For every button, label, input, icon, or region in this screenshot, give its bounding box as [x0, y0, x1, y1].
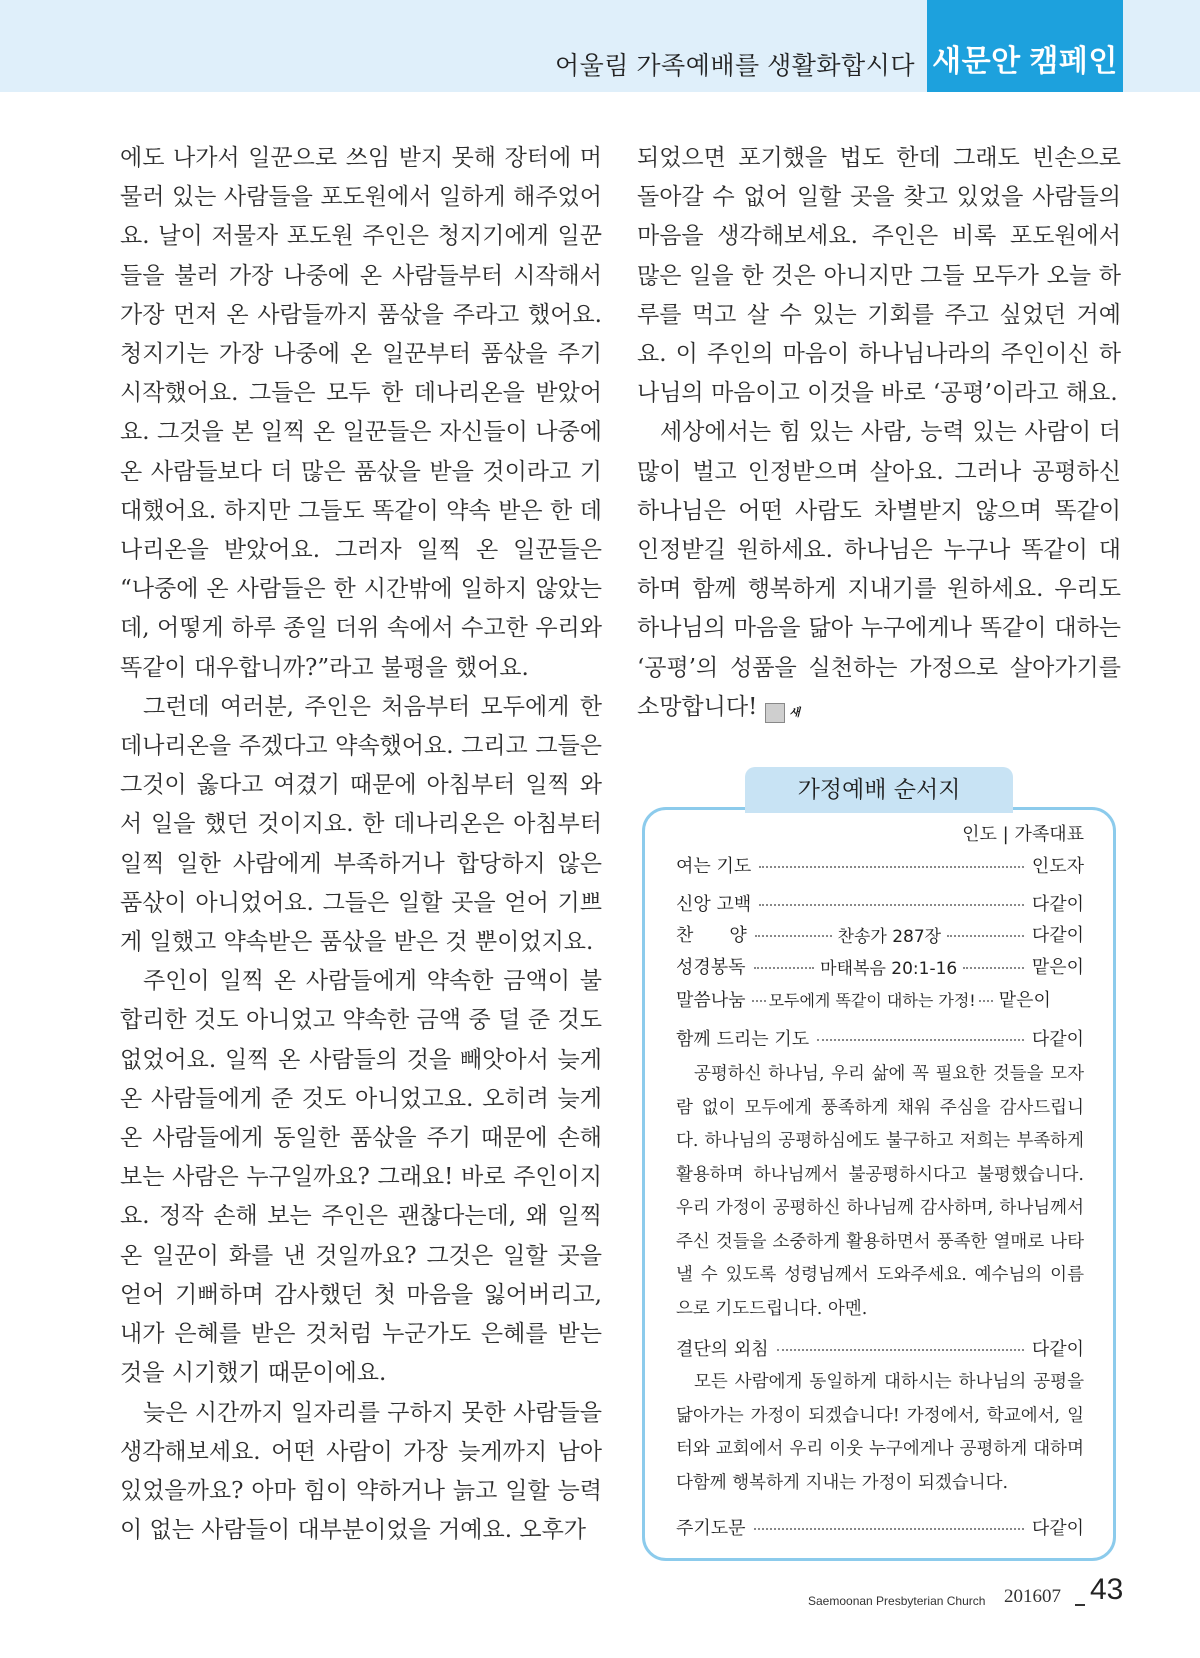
page-number: 43	[1090, 1573, 1124, 1606]
order-item-sermon	[676, 986, 1084, 1012]
end-mark-icon: 새	[765, 703, 785, 723]
paragraph	[637, 413, 1121, 727]
decision-paragraph: 모든 사람에게 동일하게 대하시는 하나님의 공평을 닮아가는 가정이 되겠습니다! 가정에서, 학교에서, 일터와 교회에서 우리 이웃 누구에게나 공평하게 대하며 다함께 행복하게 지내는 가정이 되겠습니다.	[676, 1372, 1084, 1493]
dot-leader	[947, 935, 1024, 937]
footer-church: Saemoonan Presbyterian Church	[808, 1594, 986, 1608]
header-slogan: 어울림 가족예배를 생활화합시다	[555, 52, 915, 80]
order-item-decision	[676, 1335, 1084, 1361]
order-item-label: 신앙 고백	[676, 894, 752, 915]
order-item-label: 주기도문	[676, 1518, 746, 1539]
order-item-label: 함께 드리는 기도	[676, 1029, 810, 1050]
dot-leader	[979, 1000, 993, 1002]
order-item-who: 다같이	[1031, 925, 1084, 946]
paragraph: 주인이 일찍 온 사람들에게 약속한 금액이 불합리한 것도 아니었고 약속한 금액 중 덜 준 것도 없었어요. 일찍 온 사람들의 것을 빼앗아서 늦게 온 사람들에게 준 것도 아니었고요. 오히려 늦게 온 사람들에게 동일한 품삯을 주기 때문에 손해 보는 사람은 누구일까요? 그래요! 바로 주인이지요. 정작 손해 보는 주인은 괜찮다는데, 왜 일찍 온 일꾼이 화를 낸 것일까요? 그것은 일할 곳을 얻어 기뻐하며 감사했던 첫 마음을 잃어버리고, 내가 은혜를 받은 것처럼 누군가도 은혜를 받는 것을 시기했기 때문이에요.	[120, 968, 602, 1387]
dot-leader	[759, 866, 1024, 868]
dot-leader	[817, 1039, 1024, 1041]
dot-leader	[963, 967, 1024, 969]
order-item-label: 성경봉독	[676, 957, 746, 978]
footer-date: 201607	[1004, 1586, 1061, 1607]
paragraph: 늦은 시간까지 일자리를 구하지 못한 사람들을 생각해보세요. 어떤 사람이 가장 늦게까지 남아 있었을까요? 아마 힘이 약하거나 늙고 일할 능력이 없는 사람들이 대부분이었을 거예요. 오후가	[120, 1399, 602, 1544]
order-item-detail: 모두에게 똑같이 대하는 가정!	[768, 990, 976, 1010]
order-item-hymn	[676, 921, 1084, 947]
order-item-label: 여는 기도	[676, 856, 752, 877]
worship-order-title: 가정예배 순서지	[745, 767, 1013, 813]
joint-prayer-text	[676, 1058, 1084, 1326]
order-item-lords-prayer	[676, 1514, 1084, 1540]
dot-leader	[754, 1528, 1024, 1530]
dot-leader	[777, 1349, 1024, 1351]
order-item-label: 찬 양	[676, 925, 747, 946]
order-item-who: 맡은이	[998, 990, 1051, 1011]
order-item-reading	[676, 953, 1084, 979]
dot-leader	[759, 904, 1024, 906]
order-item-label: 결단의 외침	[676, 1339, 769, 1360]
order-item-who: 다같이	[1031, 1339, 1084, 1360]
right-column	[637, 139, 1121, 727]
order-item-detail: 찬송가 287장	[837, 926, 942, 947]
dot-leader	[752, 1000, 766, 1002]
decision-text	[676, 1366, 1084, 1500]
worship-leader: 인도 | 가족대표	[962, 824, 1084, 845]
dot-leader	[755, 935, 832, 937]
order-item-who: 다같이	[1031, 1029, 1084, 1050]
order-item-who: 인도자	[1031, 856, 1084, 877]
paragraph: 에도 나가서 일꾼으로 쓰임 받지 못해 장터에 머물러 있는 사람들을 포도원에서 일하게 해주었어요. 날이 저물자 포도원 주인은 청지기에게 일꾼들을 불러 가장 나중에 온 사람들부터 시작해서 가장 먼저 온 사람들까지 품삯을 주라고 했어요. 청지기는 가장 나중에 온 일꾼부터 품삯을 주기 시작했어요. 그들은 모두 한 데나리온을 받았어요. 그것을 본 일찍 온 일꾼들은 자신들이 나중에 온 사람들보다 더 많은 품삯을 받을 것이라고 기대했어요. 하지만 그들도 똑같이 약속 받은 한 데나리온을 받았어요. 그러자 일찍 온 일꾼들은 “나중에 온 사람들은 한 시간밖에 일하지 않았는데, 어떻게 하루 종일 더위 속에서 수고한 우리와 똑같이 대우합니까?”라고 불평을 했어요.	[120, 145, 602, 681]
footer-dash	[1075, 1604, 1085, 1606]
campaign-tab	[927, 0, 1123, 92]
order-item-who: 맡은이	[1031, 957, 1084, 978]
campaign-title: 새문안 캠페인	[932, 45, 1118, 78]
order-item-who: 다같이	[1031, 894, 1084, 915]
order-item-creed	[676, 890, 1084, 916]
dot-leader	[754, 967, 815, 969]
order-item-label: 말씀나눔	[676, 990, 746, 1011]
order-item-joint-prayer	[676, 1025, 1084, 1051]
order-item-detail: 마태복음 20:1-16	[820, 958, 958, 979]
left-column	[120, 139, 602, 1550]
paragraph: 그런데 여러분, 주인은 처음부터 모두에게 한 데나리온을 주겠다고 약속했어요. 그리고 그들은 그것이 옳다고 여겼기 때문에 아침부터 일찍 와서 일을 했던 것이지요. 한 데나리온은 아침부터 일찍 일한 사람에게 부족하거나 합당하지 않은 품삯이 아니었어요. 그들은 일할 곳을 얻어 기쁘게 일했고 약속받은 품삯을 받은 것 뿐이었지요.	[120, 693, 602, 956]
order-item-who: 다같이	[1031, 1518, 1084, 1539]
prayer-paragraph: 공평하신 하나님, 우리 삶에 꼭 필요한 것들을 모자람 없이 모두에게 풍족하게 채워 주심을 감사드립니다. 하나님의 공평하심에도 불구하고 저희는 부족하게 활용하며 하나님께서 불공평하시다고 불평했습니다. 우리 가정이 공평하신 하나님께 감사하며, 하나님께서 주신 것들을 소중하게 활용하면서 풍족한 열매로 나타낼 수 있도록 성령님께서 도와주세요. 예수님의 이름으로 기도드립니다. 아멘.	[676, 1064, 1084, 1319]
paragraph: 되었으면 포기했을 법도 한데 그래도 빈손으로 돌아갈 수 없어 일할 곳을 찾고 있었을 사람들의 마음을 생각해보세요. 주인은 비록 포도원에서 많은 일을 한 것은 아니지만 그들 모두가 오늘 하루를 먹고 살 수 있는 기회를 주고 싶었던 거예요. 이 주인의 마음이 하나님나라의 주인이신 하나님의 마음이고 이것을 바로 ‘공평’이라고 해요.	[637, 145, 1121, 407]
order-item-opening-prayer	[676, 852, 1084, 878]
paragraph-text: 세상에서는 힘 있는 사람, 능력 있는 사람이 더 많이 벌고 인정받으며 살아요. 그러나 공평하신 하나님은 어떤 사람도 차별받지 않으며 똑같이 인정받길 원하세요. 하나님은 누구나 똑같이 대하며 함께 행복하게 지내기를 원하세요. 우리도 하나님의 마음을 닮아 누구에게나 똑같이 대하는 ‘공평’의 성품을 실천하는 가정으로 살아가기를 소망합니다!	[637, 419, 1121, 720]
